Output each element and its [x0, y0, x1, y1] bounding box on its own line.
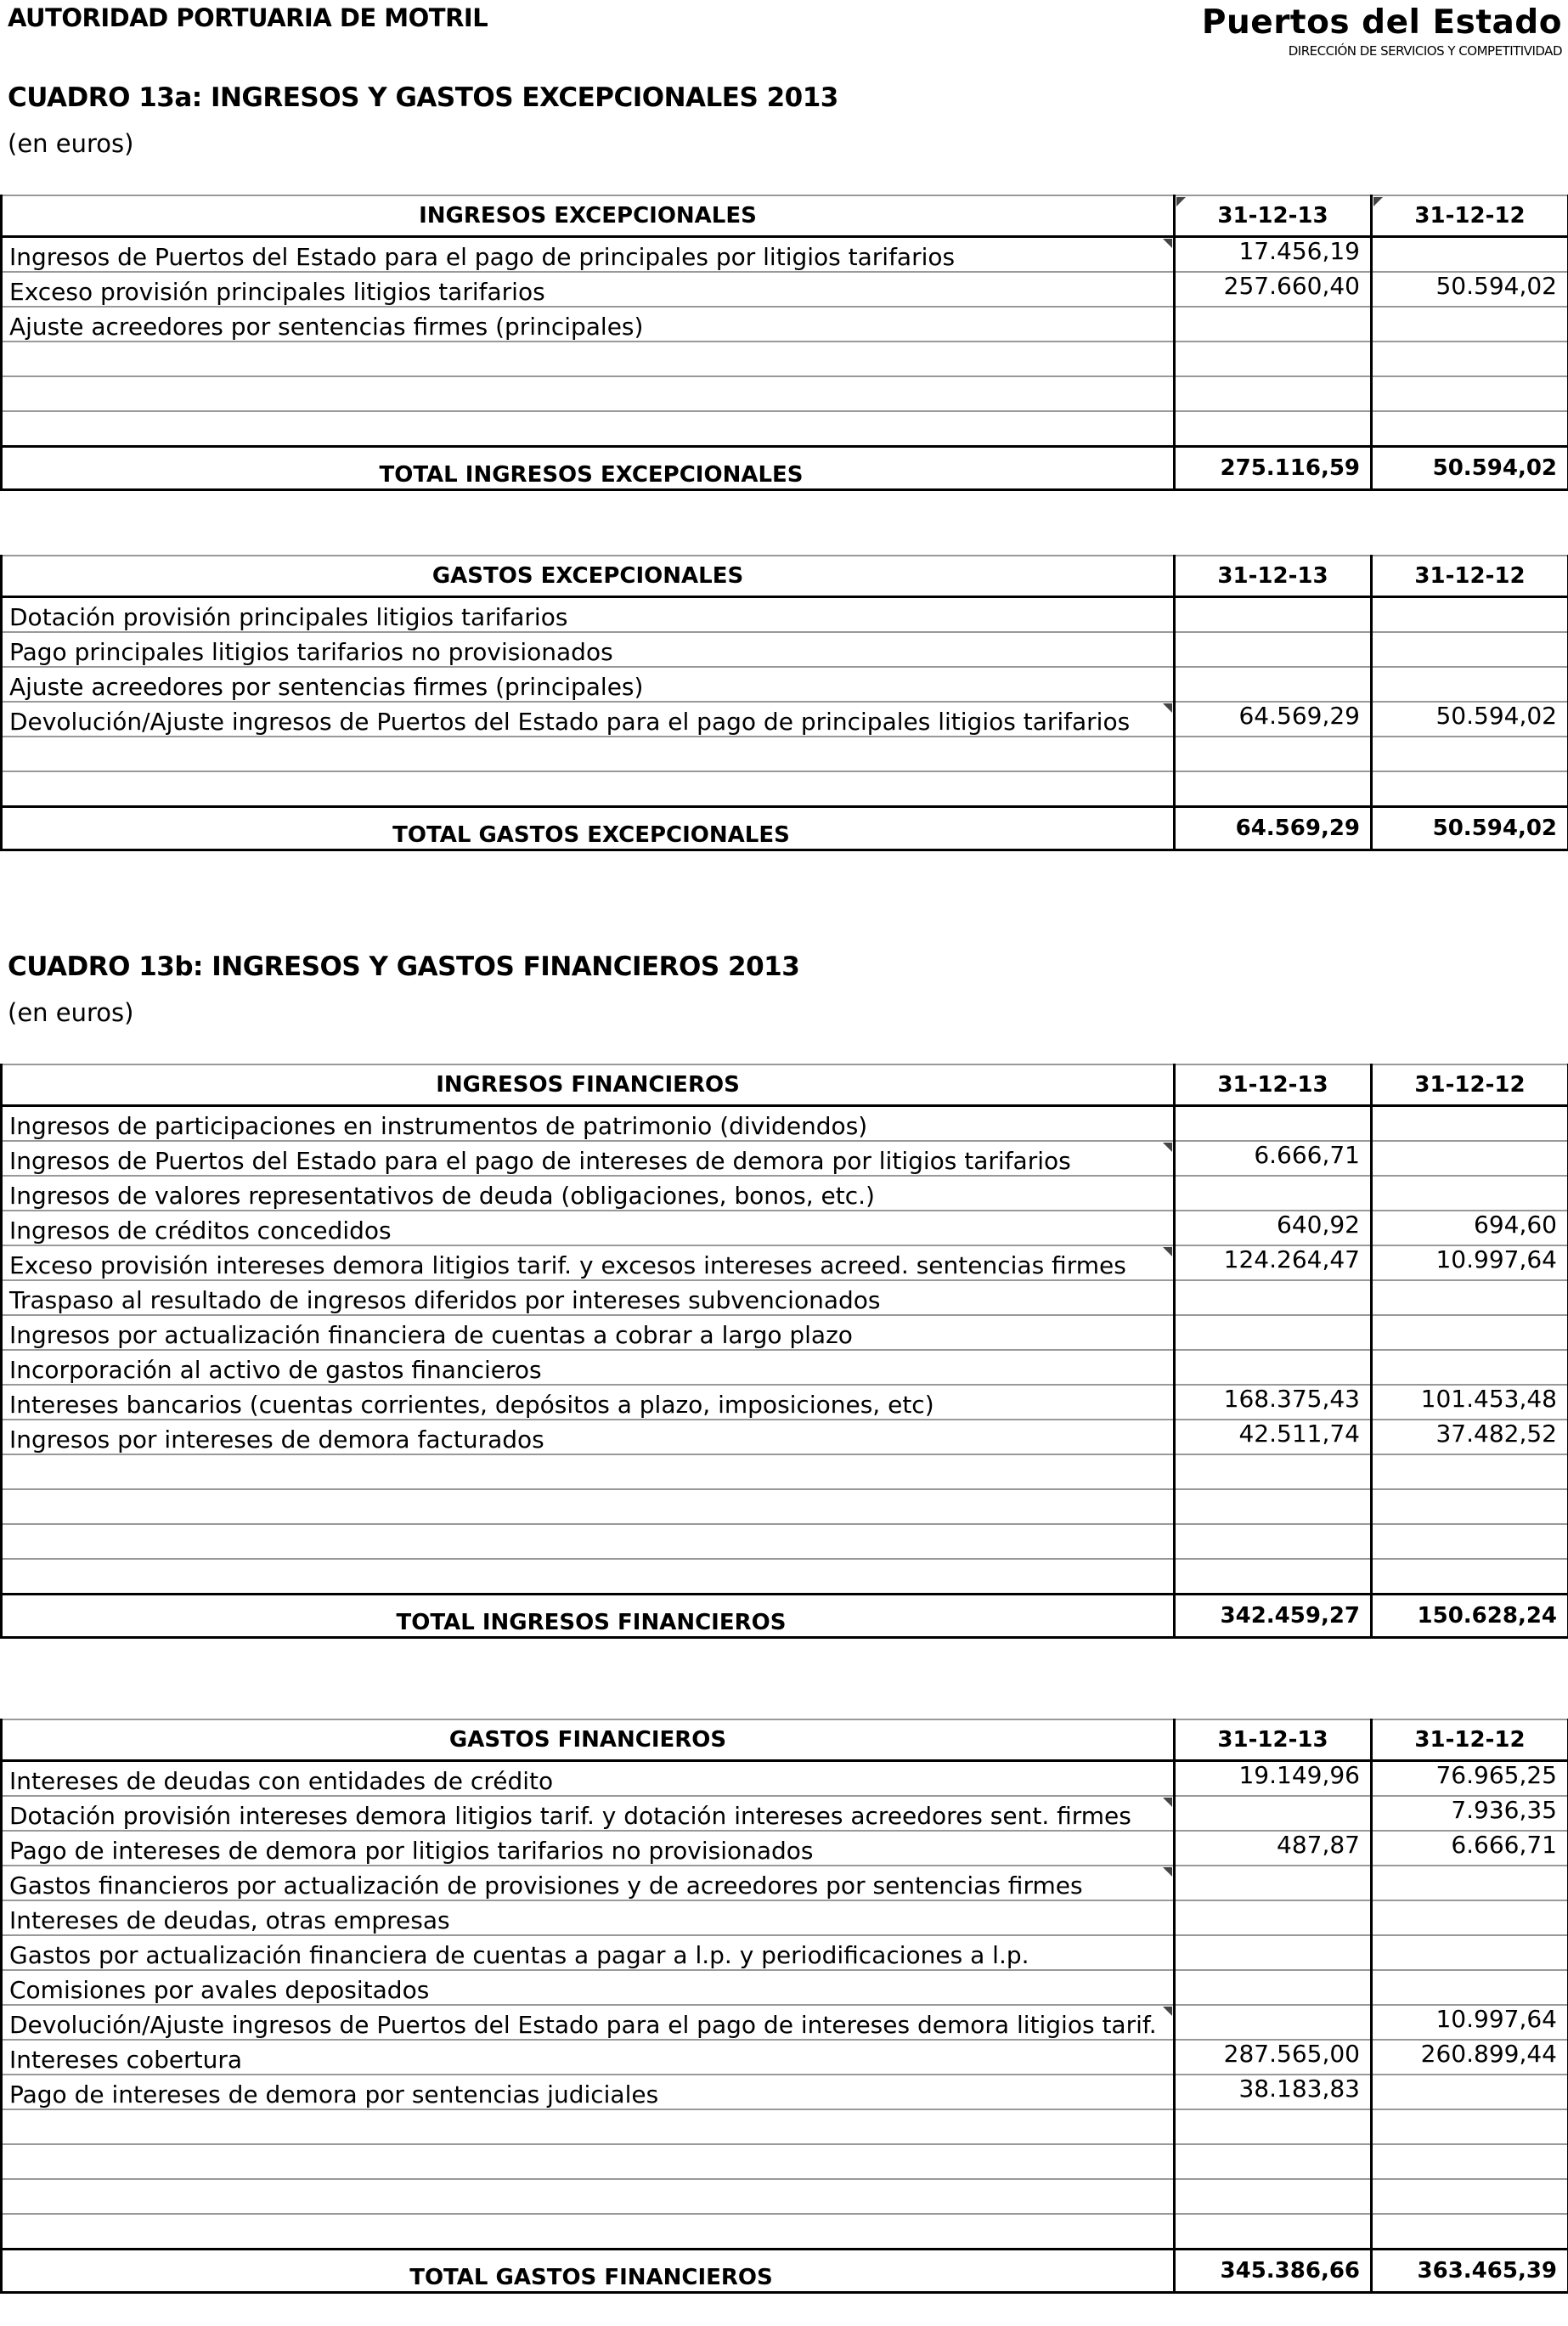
row-label — [2, 2109, 1175, 2144]
row-label: Dotación provisión principales litigios tarifarios — [2, 597, 1175, 633]
value-2013: 168.375,43 — [1175, 1385, 1372, 1420]
table-row — [2, 1420, 1568, 1454]
row-label — [2, 376, 1175, 411]
value-2012: 10.997,64 — [1372, 2005, 1568, 2040]
table-row — [2, 2144, 1568, 2179]
value-2013 — [1175, 2214, 1372, 2250]
table-row — [2, 1106, 1568, 1142]
row-label: Pago de intereses de demora por sentencias judiciales — [2, 2075, 1175, 2109]
column-header-2012: 31-12-12 — [1372, 1064, 1568, 1106]
value-2013: 17.456,19 — [1175, 237, 1372, 273]
total-label: TOTAL INGRESOS EXCEPCIONALES — [2, 447, 1175, 490]
row-label — [2, 1489, 1175, 1524]
ingresos-excepcionales-table — [0, 195, 1568, 491]
table-row — [2, 771, 1568, 807]
cuadro-13b-title: CUADRO 13b: INGRESOS Y GASTOS FINANCIEROS 2013 — [8, 951, 800, 982]
value-2013: 287.565,00 — [1175, 2040, 1372, 2075]
value-2013 — [1175, 1935, 1372, 1970]
value-2013 — [1175, 1489, 1372, 1524]
row-label — [2, 1454, 1175, 1489]
total-row — [2, 807, 1568, 850]
row-label — [2, 342, 1175, 376]
column-header-2013: 31-12-13 — [1175, 1064, 1372, 1106]
table-row — [2, 1350, 1568, 1385]
table-row — [2, 1176, 1568, 1211]
value-2012 — [1372, 237, 1568, 273]
value-2012: 37.482,52 — [1372, 1420, 1568, 1454]
brand-logo — [1202, 2, 1562, 58]
ingresos-financieros-table — [0, 1064, 1568, 1639]
row-label: Traspaso al resultado de ingresos diferidos por intereses subvencionados — [2, 1280, 1175, 1315]
table-row — [2, 1315, 1568, 1350]
value-2012 — [1372, 1315, 1568, 1350]
row-label — [2, 1524, 1175, 1559]
table-row — [2, 1796, 1568, 1831]
value-2012: 260.899,44 — [1372, 2040, 1568, 2075]
row-label — [2, 771, 1175, 807]
total-2012: 50.594,02 — [1372, 447, 1568, 490]
table-row — [2, 376, 1568, 411]
table-header-row — [2, 195, 1568, 237]
value-2013 — [1175, 1106, 1372, 1142]
table-row — [2, 1211, 1568, 1245]
table-row — [2, 1280, 1568, 1315]
value-2012 — [1372, 1350, 1568, 1385]
table-row — [2, 2179, 1568, 2214]
cuadro-13a-units: (en euros) — [8, 129, 134, 158]
row-label — [2, 2179, 1175, 2214]
value-2013: 487,87 — [1175, 1831, 1372, 1866]
authority-name: AUTORIDAD PORTUARIA DE MOTRIL — [8, 3, 488, 32]
row-label: Exceso provisión principales litigios tarifarios — [2, 272, 1175, 307]
row-label: Pago de intereses de demora por litigios tarifarios no provisionados — [2, 1831, 1175, 1866]
total-row — [2, 1595, 1568, 1638]
comment-indicator — [1163, 1247, 1172, 1256]
value-2013 — [1175, 1524, 1372, 1559]
row-label: Gastos por actualización financiera de cuentas a pagar a l.p. y periodificaciones a l.p. — [2, 1935, 1175, 1970]
total-label: TOTAL INGRESOS FINANCIEROS — [2, 1595, 1175, 1638]
column-header-2012: 31-12-12 — [1372, 195, 1568, 237]
table-header-row — [2, 1064, 1568, 1106]
total-2013: 345.386,66 — [1175, 2250, 1372, 2293]
row-label: Comisiones por avales depositados — [2, 1970, 1175, 2005]
table-row — [2, 307, 1568, 342]
table-row — [2, 737, 1568, 771]
cuadro-13b-units: (en euros) — [8, 998, 134, 1027]
table-row — [2, 1489, 1568, 1524]
table-row — [2, 2214, 1568, 2250]
table-row — [2, 1385, 1568, 1420]
value-2013 — [1175, 632, 1372, 667]
table-row — [2, 2075, 1568, 2109]
value-2012 — [1372, 2075, 1568, 2109]
value-2012 — [1372, 771, 1568, 807]
table-row — [2, 237, 1568, 273]
column-header-2013: 31-12-13 — [1175, 195, 1372, 237]
value-2012 — [1372, 342, 1568, 376]
table-header-row — [2, 1719, 1568, 1761]
section-header: GASTOS EXCEPCIONALES — [2, 556, 1175, 597]
table-row — [2, 1559, 1568, 1595]
value-2013 — [1175, 1796, 1372, 1831]
table-row — [2, 632, 1568, 667]
comment-indicator — [1163, 1143, 1172, 1152]
value-2012 — [1372, 667, 1568, 702]
value-2013 — [1175, 1866, 1372, 1900]
value-2013: 640,92 — [1175, 1211, 1372, 1245]
column-header-2012: 31-12-12 — [1372, 556, 1568, 597]
value-2013 — [1175, 1559, 1372, 1595]
value-2012: 694,60 — [1372, 1211, 1568, 1245]
total-2012: 50.594,02 — [1372, 807, 1568, 850]
value-2013 — [1175, 2179, 1372, 2214]
comment-indicator — [1176, 197, 1186, 206]
value-2012 — [1372, 1141, 1568, 1176]
row-label: Dotación provisión intereses demora litigios tarif. y dotación intereses acreedores sent. firmes — [2, 1796, 1175, 1831]
comment-indicator — [1163, 239, 1172, 248]
value-2012: 7.936,35 — [1372, 1796, 1568, 1831]
row-label: Intereses bancarios (cuentas corrientes, depósitos a plazo, imposiciones, etc) — [2, 1385, 1175, 1420]
total-label: TOTAL GASTOS EXCEPCIONALES — [2, 807, 1175, 850]
value-2013 — [1175, 597, 1372, 633]
value-2012 — [1372, 1454, 1568, 1489]
value-2012 — [1372, 597, 1568, 633]
comment-indicator — [1163, 703, 1172, 713]
value-2013: 38.183,83 — [1175, 2075, 1372, 2109]
value-2012 — [1372, 1489, 1568, 1524]
row-label: Ingresos por intereses de demora facturados — [2, 1420, 1175, 1454]
row-label — [2, 2144, 1175, 2179]
table-row — [2, 411, 1568, 447]
value-2012: 6.666,71 — [1372, 1831, 1568, 1866]
row-label: Ingresos de créditos concedidos — [2, 1211, 1175, 1245]
value-2012 — [1372, 1106, 1568, 1142]
value-2012 — [1372, 376, 1568, 411]
table-row — [2, 2040, 1568, 2075]
value-2013 — [1175, 667, 1372, 702]
total-2012: 363.465,39 — [1372, 2250, 1568, 2293]
value-2012 — [1372, 737, 1568, 771]
value-2012 — [1372, 632, 1568, 667]
row-label: Ingresos por actualización financiera de cuentas a cobrar a largo plazo — [2, 1315, 1175, 1350]
value-2012 — [1372, 2214, 1568, 2250]
value-2013 — [1175, 1176, 1372, 1211]
value-2012: 10.997,64 — [1372, 1245, 1568, 1280]
total-2013: 342.459,27 — [1175, 1595, 1372, 1638]
value-2012: 76.965,25 — [1372, 1761, 1568, 1797]
value-2012 — [1372, 1970, 1568, 2005]
table-row — [2, 1831, 1568, 1866]
table-row — [2, 2005, 1568, 2040]
brand-name: Puertos del Estado — [1201, 3, 1562, 42]
gastos-excepcionales-table — [0, 555, 1568, 851]
value-2013 — [1175, 1280, 1372, 1315]
column-header-2013: 31-12-13 — [1175, 1719, 1372, 1761]
total-row — [2, 2250, 1568, 2293]
value-2012 — [1372, 1935, 1568, 1970]
table-row — [2, 1866, 1568, 1900]
row-label: Intereses de deudas, otras empresas — [2, 1900, 1175, 1935]
row-label: Ajuste acreedores por sentencias firmes (principales) — [2, 667, 1175, 702]
row-label: Ingresos de Puertos del Estado para el pago de principales por litigios tarifarios — [2, 237, 1175, 273]
table-row — [2, 1970, 1568, 2005]
total-2013: 64.569,29 — [1175, 807, 1372, 850]
row-label: Ajuste acreedores por sentencias firmes (principales) — [2, 307, 1175, 342]
comment-indicator — [1163, 2007, 1172, 2016]
total-label: TOTAL GASTOS FINANCIEROS — [2, 2250, 1175, 2293]
value-2013 — [1175, 2109, 1372, 2144]
table-row — [2, 1454, 1568, 1489]
value-2013: 257.660,40 — [1175, 272, 1372, 307]
value-2012: 50.594,02 — [1372, 702, 1568, 737]
table-row — [2, 1524, 1568, 1559]
value-2012 — [1372, 1900, 1568, 1935]
row-label: Devolución/Ajuste ingresos de Puertos del Estado para el pago de principales litigios tarifarios — [2, 702, 1175, 737]
table-row — [2, 2109, 1568, 2144]
table-row — [2, 272, 1568, 307]
value-2013 — [1175, 1900, 1372, 1935]
value-2013 — [1175, 376, 1372, 411]
section-header: GASTOS FINANCIEROS — [2, 1719, 1175, 1761]
row-label: Intereses cobertura — [2, 2040, 1175, 2075]
row-label: Devolución/Ajuste ingresos de Puertos del Estado para el pago de intereses demora litigios tarif. — [2, 2005, 1175, 2040]
row-label: Gastos financieros por actualización de provisiones y de acreedores por sentencias firmes — [2, 1866, 1175, 1900]
value-2013 — [1175, 1970, 1372, 2005]
table-row — [2, 1761, 1568, 1797]
value-2013: 19.149,96 — [1175, 1761, 1372, 1797]
value-2013: 42.511,74 — [1175, 1420, 1372, 1454]
brand-subtitle: DIRECCIÓN DE SERVICIOS Y COMPETITIVIDAD — [1288, 43, 1562, 59]
value-2013 — [1175, 307, 1372, 342]
value-2012 — [1372, 2179, 1568, 2214]
table-row — [2, 1900, 1568, 1935]
value-2013 — [1175, 1454, 1372, 1489]
value-2012 — [1372, 411, 1568, 447]
total-2013: 275.116,59 — [1175, 447, 1372, 490]
comment-indicator — [1163, 1798, 1172, 1807]
comment-indicator — [1163, 1867, 1172, 1877]
value-2013: 64.569,29 — [1175, 702, 1372, 737]
table-row — [2, 1935, 1568, 1970]
row-label — [2, 1559, 1175, 1595]
table-row — [2, 667, 1568, 702]
row-label — [2, 411, 1175, 447]
table-row — [2, 597, 1568, 633]
value-2013 — [1175, 1315, 1372, 1350]
value-2013 — [1175, 771, 1372, 807]
row-label: Ingresos de participaciones en instrumentos de patrimonio (dividendos) — [2, 1106, 1175, 1142]
row-label — [2, 2214, 1175, 2250]
value-2013 — [1175, 411, 1372, 447]
comment-indicator — [1373, 197, 1383, 206]
column-header-2012: 31-12-12 — [1372, 1719, 1568, 1761]
total-row — [2, 447, 1568, 490]
value-2012 — [1372, 2109, 1568, 2144]
value-2013: 124.264,47 — [1175, 1245, 1372, 1280]
value-2012 — [1372, 1280, 1568, 1315]
table-row — [2, 1245, 1568, 1280]
column-header-2013: 31-12-13 — [1175, 556, 1372, 597]
gastos-financieros-table — [0, 1719, 1568, 2294]
value-2012: 101.453,48 — [1372, 1385, 1568, 1420]
value-2012 — [1372, 1176, 1568, 1211]
value-2013: 6.666,71 — [1175, 1141, 1372, 1176]
row-label: Intereses de deudas con entidades de crédito — [2, 1761, 1175, 1797]
table-row — [2, 342, 1568, 376]
value-2013 — [1175, 342, 1372, 376]
value-2012 — [1372, 307, 1568, 342]
row-label: Exceso provisión intereses demora litigios tarif. y excesos intereses acreed. sentencias firmes — [2, 1245, 1175, 1280]
total-2012: 150.628,24 — [1372, 1595, 1568, 1638]
value-2013 — [1175, 1350, 1372, 1385]
value-2012: 50.594,02 — [1372, 272, 1568, 307]
row-label: Incorporación al activo de gastos financieros — [2, 1350, 1175, 1385]
table-row — [2, 702, 1568, 737]
value-2012 — [1372, 1524, 1568, 1559]
table-header-row — [2, 556, 1568, 597]
section-header: INGRESOS EXCEPCIONALES — [2, 195, 1175, 237]
row-label: Ingresos de valores representativos de deuda (obligaciones, bonos, etc.) — [2, 1176, 1175, 1211]
row-label: Ingresos de Puertos del Estado para el pago de intereses de demora por litigios tarifarios — [2, 1141, 1175, 1176]
value-2013 — [1175, 2005, 1372, 2040]
row-label — [2, 737, 1175, 771]
value-2013 — [1175, 2144, 1372, 2179]
value-2013 — [1175, 737, 1372, 771]
value-2012 — [1372, 2144, 1568, 2179]
section-header: INGRESOS FINANCIEROS — [2, 1064, 1175, 1106]
table-row — [2, 1141, 1568, 1176]
cuadro-13a-title: CUADRO 13a: INGRESOS Y GASTOS EXCEPCIONALES 2013 — [8, 82, 838, 113]
value-2012 — [1372, 1866, 1568, 1900]
row-label: Pago principales litigios tarifarios no provisionados — [2, 632, 1175, 667]
value-2012 — [1372, 1559, 1568, 1595]
